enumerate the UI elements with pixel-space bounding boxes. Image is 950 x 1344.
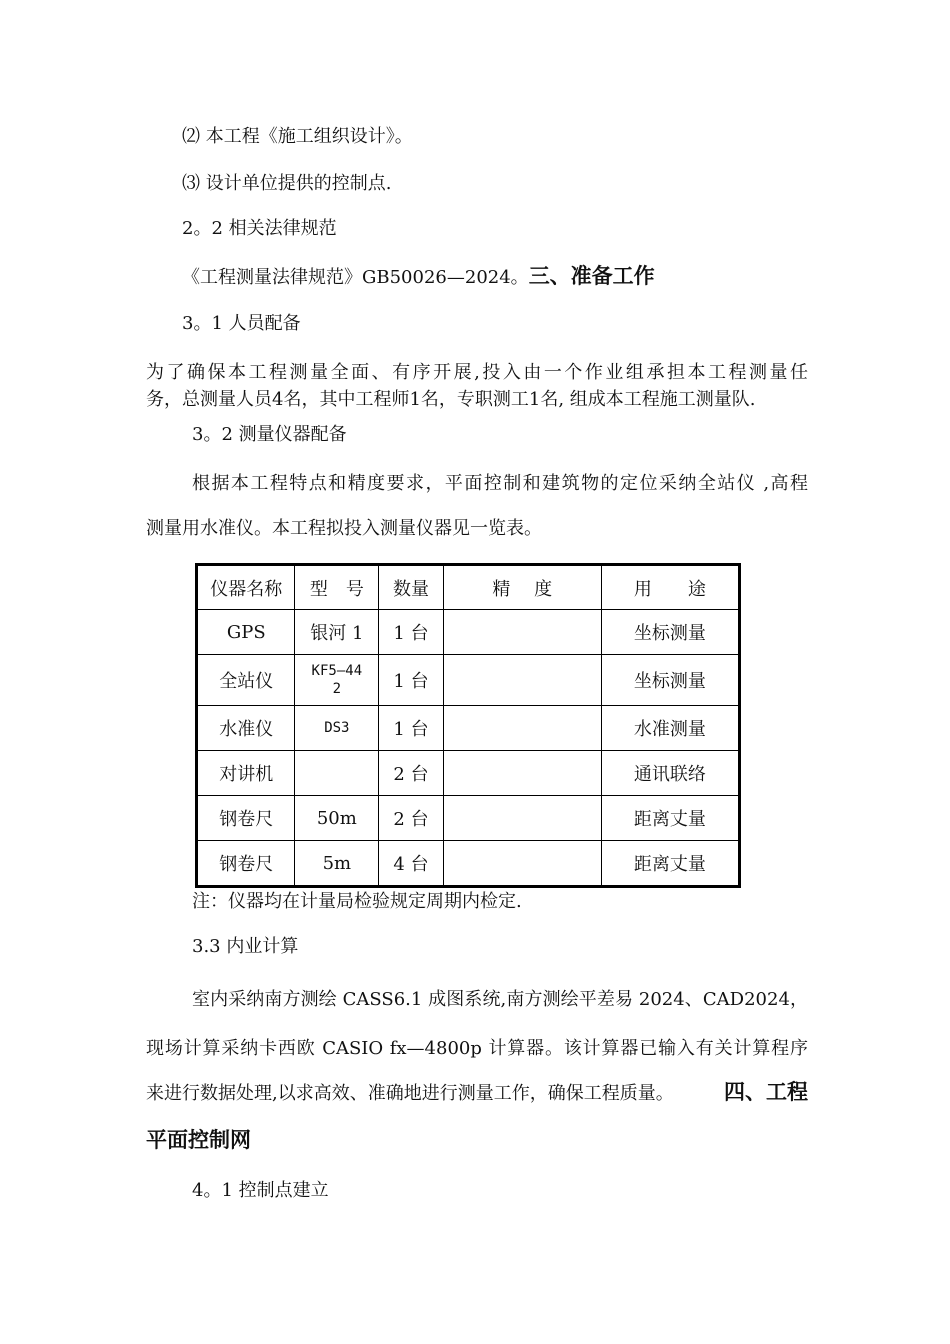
table-cell: 全站仪 — [197, 655, 295, 706]
table-cell: 坐标测量 — [601, 655, 739, 706]
table-cell: 钢卷尺 — [197, 841, 295, 887]
section-3-2-title: 3。2 测量仪器配备 — [192, 424, 347, 445]
section-4-1-title: 4。1 控制点建立 — [192, 1180, 329, 1201]
calc-paragraph-line-2: 现场计算采纳卡西欧 CASIO fx—4800p 计算器。该计算器已输入有关计算程序 — [146, 1038, 808, 1059]
table-cell: 水准仪 — [197, 706, 295, 751]
table-cell — [295, 655, 379, 706]
table-cell: DS3 — [295, 706, 379, 751]
table-cell: 2 台 — [379, 796, 444, 841]
table-cell — [443, 841, 601, 887]
table-cell — [443, 706, 601, 751]
model-code: KF5—442 — [311, 662, 363, 697]
table-cell: 1 台 — [379, 610, 444, 655]
table-row — [197, 841, 740, 887]
chapter-4-heading-part1: 四、工程 — [724, 1080, 808, 1104]
table-cell: 1 台 — [379, 706, 444, 751]
list-item-design-doc: ⑵ 本工程《施工组织设计》。 — [182, 126, 413, 147]
table-cell: 银河 1 — [295, 610, 379, 655]
table-header-cell: 仪器名称 — [197, 565, 295, 610]
section-2-2-title: 2。2 相关法律规范 — [182, 218, 337, 239]
instrument-paragraph-line-2: 测量用水准仪。本工程拟投入测量仪器见一览表。 — [146, 518, 542, 539]
chapter-4-heading-part2: 平面控制网 — [146, 1128, 251, 1152]
section-3-3-title: 3.3 内业计算 — [192, 936, 299, 957]
table-cell: 5m — [295, 841, 379, 887]
table-note: 注：仪器均在计量局检验规定周期内检定. — [192, 891, 522, 912]
calc-paragraph-line-1: 室内采纳南方测绘 CASS6.1 成图系统,南方测绘平差易 2024、CAD2024， — [192, 989, 808, 1010]
table-header-cell: 型 号 — [295, 565, 379, 610]
table-cell: 50m — [295, 796, 379, 841]
staff-paragraph-line-2: 务，总测量人员4名，其中工程师1名，专职测工1名, 组成本工程施工测量队. — [146, 389, 756, 410]
table-row — [197, 655, 740, 706]
table-cell — [295, 751, 379, 796]
table-cell: 距离丈量 — [601, 841, 739, 887]
table-header-cell: 数量 — [379, 565, 444, 610]
table-cell: 距离丈量 — [601, 796, 739, 841]
table-cell: 对讲机 — [197, 751, 295, 796]
table-header-cell: 用 途 — [601, 565, 739, 610]
table-cell — [443, 796, 601, 841]
instrument-table — [195, 563, 741, 888]
table-cell — [443, 655, 601, 706]
table-cell: 水准测量 — [601, 706, 739, 751]
staff-paragraph-line-1: 为了确保本工程测量全面、有序开展,投入由一个作业组承担本工程测量任 — [146, 362, 808, 383]
instrument-paragraph-line-1: 根据本工程特点和精度要求，平面控制和建筑物的定位采纳全站仪 ,高程 — [192, 473, 808, 494]
law-reference-line — [182, 266, 655, 287]
table-cell: 4 台 — [379, 841, 444, 887]
table-cell: 1 台 — [379, 655, 444, 706]
table-row — [197, 706, 740, 751]
table-row — [197, 610, 740, 655]
table-row — [197, 751, 740, 796]
table-header-cell: 精 度 — [443, 565, 601, 610]
calc-paragraph-text: 来进行数据处理,以求高效、准确地进行测量工作，确保工程质量。 — [146, 1083, 674, 1104]
calc-paragraph-line-3 — [146, 1082, 808, 1103]
table-cell — [443, 751, 601, 796]
table-cell: GPS — [197, 610, 295, 655]
table-header-row — [197, 565, 740, 610]
law-reference-text: 《工程测量法律规范》GB50026—2024。 — [182, 267, 529, 288]
table-row — [197, 796, 740, 841]
table-cell — [443, 610, 601, 655]
list-item-control-points: ⑶ 设计单位提供的控制点. — [182, 173, 392, 194]
section-3-1-title: 3。1 人员配备 — [182, 313, 301, 334]
table-cell: 坐标测量 — [601, 610, 739, 655]
table-cell: 钢卷尺 — [197, 796, 295, 841]
table-cell: 2 台 — [379, 751, 444, 796]
chapter-3-heading: 三、准备工作 — [528, 264, 655, 288]
table-cell: 通讯联络 — [601, 751, 739, 796]
